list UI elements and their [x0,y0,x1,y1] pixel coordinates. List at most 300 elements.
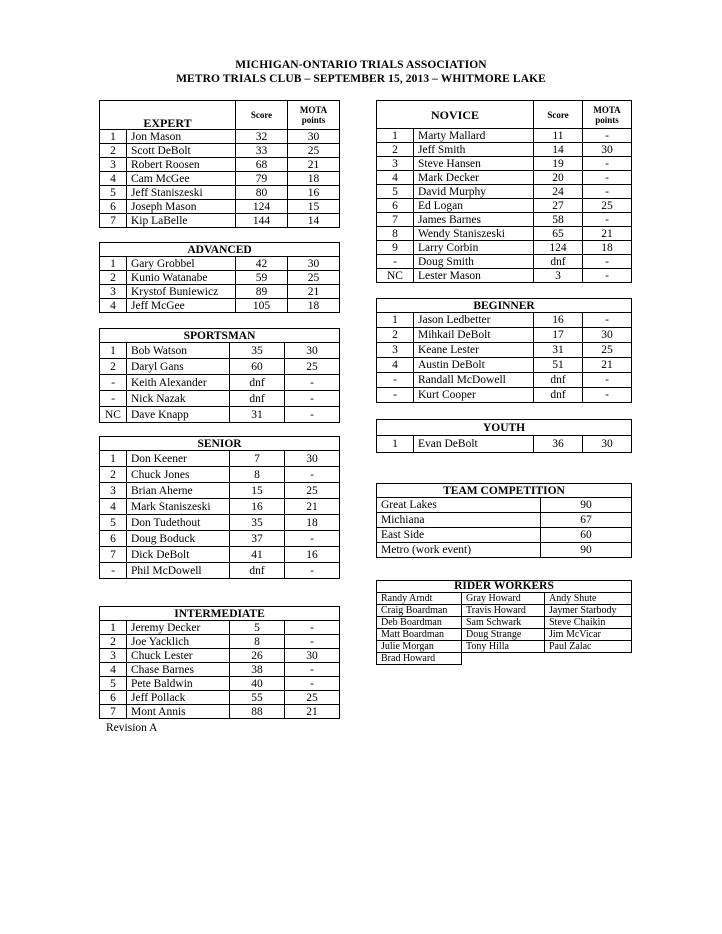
rider-name-cell: Evan DeBolt [414,436,534,453]
table-row [377,227,632,241]
rider-name-cell: Chuck Lester [127,649,230,663]
table-row [100,483,340,499]
worker-name-cell: Gray Howard [462,593,545,605]
place-cell: 2 [100,635,127,649]
table-row [100,621,340,635]
score-cell: 3 [534,269,583,283]
mota-points-header: MOTA points [288,101,340,130]
rider-name-cell: Nick Nazak [127,391,230,407]
table-row [100,359,340,375]
rider-name-cell: Don Tudethout [127,515,230,531]
place-cell: 7 [100,547,127,563]
table-row [100,299,340,313]
beginner-title: BEGINNER [377,299,632,313]
place-cell: 2 [100,271,127,285]
rider-name-cell: Lester Mason [414,269,534,283]
score-cell: 89 [236,285,288,299]
table-row [100,172,340,186]
table-row [377,157,632,171]
place-cell: 8 [377,227,414,241]
table-row [100,285,340,299]
score-cell: dnf [230,563,285,579]
score-cell: 42 [236,257,288,271]
place-cell: - [377,373,414,388]
place-cell: 3 [100,285,127,299]
rider-name-cell: Joseph Mason [127,200,236,214]
points-cell: - [583,157,632,171]
rider-name-cell: Keith Alexander [127,375,230,391]
table-row [377,358,632,373]
score-cell: 27 [534,199,583,213]
score-cell: dnf [230,375,285,391]
place-cell: 3 [377,343,414,358]
table-row [100,649,340,663]
team-name-cell: East Side [377,528,541,543]
score-cell: 16 [534,313,583,328]
table-row [100,677,340,691]
rider-name-cell: Jason Ledbetter [414,313,534,328]
rider-name-cell: Joe Yacklich [127,635,230,649]
team-score-cell: 67 [541,513,632,528]
advanced-title: ADVANCED [100,243,340,257]
place-cell: 6 [100,531,127,547]
place-cell: 4 [377,171,414,185]
score-cell: 32 [236,130,288,144]
place-cell: 4 [100,172,127,186]
place-cell: 3 [377,157,414,171]
table-row [377,171,632,185]
score-cell: 88 [230,705,285,719]
novice-title: NOVICE [377,101,534,129]
points-cell: - [285,663,340,677]
points-cell: 14 [288,214,340,228]
score-cell: 5 [230,621,285,635]
table-row [377,498,632,513]
score-cell: 8 [230,635,285,649]
team-competition-title: TEAM COMPETITION [377,484,632,498]
points-cell: - [285,621,340,635]
score-cell: 26 [230,649,285,663]
score-cell: 79 [236,172,288,186]
table-row [100,663,340,677]
worker-name-cell: Tony Hilla [462,641,545,653]
worker-name-cell: Doug Strange [462,629,545,641]
table-row [377,629,632,641]
table-row [377,373,632,388]
points-cell: - [583,255,632,269]
table-row [100,214,340,228]
rider-name-cell: Ed Logan [414,199,534,213]
table-row [377,617,632,629]
rider-name-cell: Mont Annis [127,705,230,719]
rider-name-cell: Wendy Staniszeski [414,227,534,241]
points-cell: 18 [288,172,340,186]
revision-label: Revision A [106,722,158,734]
place-cell: 7 [377,213,414,227]
rider-name-cell: Doug Boduck [127,531,230,547]
table-row [377,255,632,269]
points-cell: 30 [285,343,340,359]
table-row [377,436,632,453]
rider-name-cell: Cam McGee [127,172,236,186]
place-cell: 1 [377,436,414,453]
score-cell: dnf [230,391,285,407]
rider-name-cell: Jeremy Decker [127,621,230,635]
rider-name-cell: Marty Mallard [414,129,534,143]
score-cell: 35 [230,343,285,359]
points-cell: 30 [583,143,632,157]
points-cell: 15 [288,200,340,214]
place-cell: 1 [100,451,127,467]
table-row [100,271,340,285]
table-row [100,343,340,359]
points-cell: 25 [285,483,340,499]
points-cell: - [285,635,340,649]
team-name-cell: Michiana [377,513,541,528]
table-row [100,144,340,158]
rider-name-cell: Jon Mason [127,130,236,144]
points-cell: - [285,677,340,691]
rider-name-cell: Scott DeBolt [127,144,236,158]
place-cell: 2 [100,144,127,158]
table-row [377,605,632,617]
points-cell: 16 [288,186,340,200]
worker-name-cell: Randy Arndt [377,593,462,605]
score-cell: 59 [236,271,288,285]
score-cell: 58 [534,213,583,227]
score-cell: 144 [236,214,288,228]
points-cell: - [285,375,340,391]
points-cell: 25 [288,271,340,285]
senior-table [99,436,340,579]
points-cell: 21 [285,705,340,719]
points-cell: 30 [583,328,632,343]
rider-name-cell: Robert Roosen [127,158,236,172]
table-row [377,213,632,227]
table-row [377,313,632,328]
place-cell: 9 [377,241,414,255]
points-cell: 25 [285,691,340,705]
place-cell: 1 [377,313,414,328]
score-cell: 35 [230,515,285,531]
points-cell: 21 [583,358,632,373]
table-row [377,641,632,653]
table-row [100,407,340,423]
score-cell: 105 [236,299,288,313]
youth-table [376,419,632,453]
table-row [100,186,340,200]
rider-name-cell: Jeff McGee [127,299,236,313]
place-cell: - [100,563,127,579]
mota-points-header: MOTA points [583,101,632,129]
rider-name-cell: Dick DeBolt [127,547,230,563]
points-cell: 25 [285,359,340,375]
table-row [100,467,340,483]
points-cell: - [285,407,340,423]
score-cell: 37 [230,531,285,547]
expert-table [99,100,340,228]
rider-name-cell: Kurt Cooper [414,388,534,403]
score-cell: 68 [236,158,288,172]
rider-name-cell: James Barnes [414,213,534,227]
place-cell: 5 [100,677,127,691]
team-competition-table [376,483,632,558]
points-cell: 30 [288,257,340,271]
table-row [377,653,632,665]
sportsman-title: SPORTSMAN [100,329,340,343]
expert-title: EXPERT [100,101,236,130]
rider-name-cell: Steve Hansen [414,157,534,171]
points-cell: 30 [583,436,632,453]
table-row [377,388,632,403]
place-cell: 6 [100,691,127,705]
score-cell: 8 [230,467,285,483]
table-row [377,328,632,343]
worker-name-cell: Jaymer Starbody [545,605,632,617]
score-cell: 38 [230,663,285,677]
points-cell: - [285,467,340,483]
worker-name-cell: Paul Zalac [545,641,632,653]
worker-name-cell: Sam Schwark [462,617,545,629]
points-cell: - [583,129,632,143]
place-cell: - [377,388,414,403]
senior-title: SENIOR [100,437,340,451]
score-cell: 31 [534,343,583,358]
rider-name-cell: Jeff Staniszeski [127,186,236,200]
score-cell: 33 [236,144,288,158]
place-cell: - [100,391,127,407]
worker-name-cell [462,653,545,665]
table-row [377,343,632,358]
rider-name-cell: Keane Lester [414,343,534,358]
worker-name-cell: Jim McVicar [545,629,632,641]
place-cell: 5 [100,515,127,531]
score-cell: 51 [534,358,583,373]
points-cell: 21 [288,285,340,299]
team-name-cell: Metro (work event) [377,543,541,558]
table-row [377,199,632,213]
table-row [100,200,340,214]
points-cell: 18 [583,241,632,255]
worker-name-cell: Andy Shute [545,593,632,605]
place-cell: 4 [100,299,127,313]
table-row [377,593,632,605]
points-cell: 30 [285,451,340,467]
place-cell: 2 [100,359,127,375]
table-row [100,158,340,172]
rider-name-cell: Kip LaBelle [127,214,236,228]
points-cell: - [285,391,340,407]
rider-name-cell: Krystof Buniewicz [127,285,236,299]
place-cell: 4 [100,663,127,677]
place-cell: 1 [377,129,414,143]
score-cell: dnf [534,388,583,403]
place-cell: 5 [377,185,414,199]
rider-workers-table [376,580,632,665]
table-row [100,391,340,407]
team-name-cell: Great Lakes [377,498,541,513]
rider-name-cell: Jeff Smith [414,143,534,157]
table-row [100,499,340,515]
place-cell: 6 [100,200,127,214]
place-cell: 3 [100,158,127,172]
score-header: Score [534,101,583,129]
points-cell: 21 [288,158,340,172]
rider-name-cell: Kunio Watanabe [127,271,236,285]
worker-name-cell: Matt Boardman [377,629,462,641]
table-row [100,375,340,391]
rider-name-cell: Mark Decker [414,171,534,185]
intermediate-title: INTERMEDIATE [100,607,340,621]
points-cell: 30 [285,649,340,663]
points-cell: - [583,388,632,403]
score-cell: 17 [534,328,583,343]
table-row [377,129,632,143]
place-cell: 7 [100,705,127,719]
place-cell: 3 [100,649,127,663]
score-cell: 80 [236,186,288,200]
worker-name-cell: Deb Boardman [377,617,462,629]
rider-name-cell: Phil McDowell [127,563,230,579]
score-cell: dnf [534,373,583,388]
score-cell: 124 [236,200,288,214]
rider-name-cell: Austin DeBolt [414,358,534,373]
place-cell: 2 [377,143,414,157]
table-row [100,691,340,705]
score-cell: 16 [230,499,285,515]
points-cell: 16 [285,547,340,563]
score-cell: 40 [230,677,285,691]
points-cell: - [583,269,632,283]
place-cell: 7 [100,214,127,228]
sportsman-table [99,328,340,423]
score-header: Score [236,101,288,130]
rider-name-cell: Mihkail DeBolt [414,328,534,343]
points-cell: 30 [288,130,340,144]
place-cell: 1 [100,257,127,271]
team-score-cell: 90 [541,498,632,513]
worker-name-cell: Travis Howard [462,605,545,617]
table-row [377,185,632,199]
place-cell: 2 [100,467,127,483]
youth-title: YOUTH [377,420,632,436]
table-row [100,705,340,719]
rider-name-cell: Brian Aherne [127,483,230,499]
page-title-line2: METRO TRIALS CLUB – SEPTEMBER 15, 2013 – WHITMORE LAKE [176,73,546,85]
place-cell: 4 [377,358,414,373]
points-cell: - [583,373,632,388]
score-cell: 24 [534,185,583,199]
table-row [100,531,340,547]
table-row [100,547,340,563]
table-row [377,528,632,543]
place-cell: NC [377,269,414,283]
points-cell: - [285,563,340,579]
rider-name-cell: Dave Knapp [127,407,230,423]
score-cell: 15 [230,483,285,499]
table-row [100,451,340,467]
place-cell: 1 [100,130,127,144]
table-row [100,130,340,144]
points-cell: 25 [288,144,340,158]
intermediate-table [99,606,340,719]
table-row [377,143,632,157]
table-row [377,269,632,283]
place-cell: 3 [100,483,127,499]
points-cell: 18 [288,299,340,313]
rider-name-cell: Pete Baldwin [127,677,230,691]
points-cell: 21 [583,227,632,241]
rider-name-cell: Doug Smith [414,255,534,269]
place-cell: - [100,375,127,391]
points-cell: - [583,185,632,199]
advanced-table [99,242,340,313]
table-row [100,635,340,649]
table-row [377,513,632,528]
place-cell: 2 [377,328,414,343]
table-row [377,543,632,558]
score-cell: 55 [230,691,285,705]
points-cell: 25 [583,343,632,358]
score-cell: dnf [534,255,583,269]
table-row [100,515,340,531]
points-cell: - [583,213,632,227]
place-cell: 5 [100,186,127,200]
score-cell: 11 [534,129,583,143]
rider-name-cell: Larry Corbin [414,241,534,255]
rider-name-cell: Mark Staniszeski [127,499,230,515]
score-cell: 36 [534,436,583,453]
rider-name-cell: Gary Grobbel [127,257,236,271]
points-cell: - [583,171,632,185]
worker-name-cell: Julie Morgan [377,641,462,653]
rider-name-cell: Bob Watson [127,343,230,359]
score-cell: 7 [230,451,285,467]
rider-name-cell: Daryl Gans [127,359,230,375]
rider-name-cell: Randall McDowell [414,373,534,388]
rider-name-cell: David Murphy [414,185,534,199]
place-cell: - [377,255,414,269]
place-cell: 1 [100,343,127,359]
rider-name-cell: Jeff Pollack [127,691,230,705]
beginner-table [376,298,632,403]
rider-workers-title: RIDER WORKERS [377,581,632,593]
worker-name-cell: Brad Howard [377,653,462,665]
team-score-cell: 60 [541,528,632,543]
worker-name-cell: Steve Chaikin [545,617,632,629]
rider-name-cell: Chuck Jones [127,467,230,483]
points-cell: 25 [583,199,632,213]
rider-name-cell: Don Keener [127,451,230,467]
points-cell: - [583,313,632,328]
score-cell: 124 [534,241,583,255]
points-cell: 21 [285,499,340,515]
place-cell: NC [100,407,127,423]
worker-name-cell [545,653,632,665]
worker-name-cell: Craig Boardman [377,605,462,617]
points-cell: 18 [285,515,340,531]
score-cell: 41 [230,547,285,563]
points-cell: - [285,531,340,547]
score-cell: 60 [230,359,285,375]
team-score-cell: 90 [541,543,632,558]
score-cell: 65 [534,227,583,241]
novice-table [376,100,632,283]
page-title-line1: MICHIGAN-ONTARIO TRIALS ASSOCIATION [235,59,487,71]
table-row [100,257,340,271]
place-cell: 1 [100,621,127,635]
score-cell: 20 [534,171,583,185]
